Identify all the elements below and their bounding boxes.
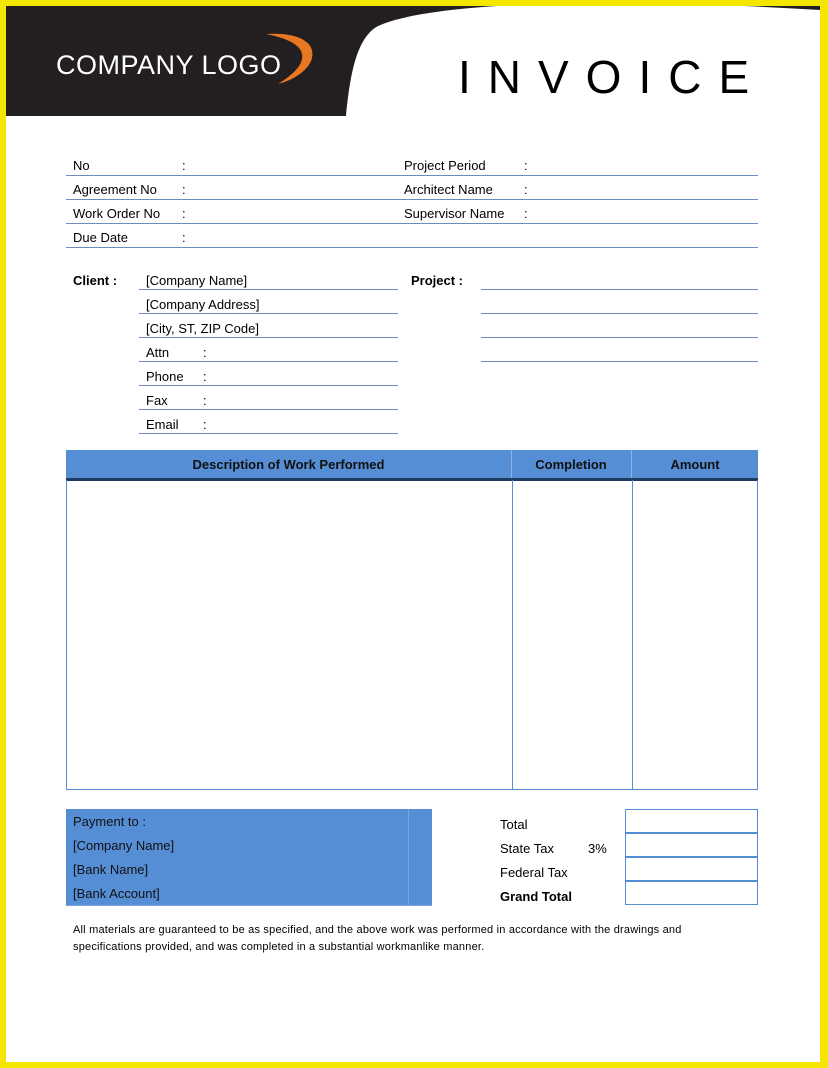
info-label: Architect Name — [404, 182, 493, 197]
info-row-work-order — [66, 201, 397, 224]
colon: : — [182, 206, 186, 221]
client-email-label: Email — [146, 417, 179, 432]
colon: : — [203, 393, 207, 408]
company-logo: COMPANY LOGO — [56, 50, 282, 80]
invoice-page — [6, 6, 820, 1062]
state-tax-field[interactable] — [625, 833, 758, 857]
project-line — [481, 315, 758, 338]
payment-title: Payment to : — [73, 814, 146, 829]
colon: : — [182, 230, 186, 245]
work-table-header — [66, 450, 758, 481]
colon: : — [524, 158, 528, 173]
client-company-address — [139, 291, 398, 314]
payment-company-name: [Company Name] — [73, 838, 175, 853]
client-company-name — [139, 267, 398, 290]
colon: : — [203, 369, 207, 384]
federal-tax-label: Federal Tax — [500, 865, 568, 880]
info-label: Project Period — [404, 158, 486, 173]
info-label: No — [73, 158, 90, 173]
total-field[interactable] — [625, 809, 758, 833]
payment-row-bank — [66, 857, 432, 882]
colon: : — [203, 417, 207, 432]
payment-bank-account: [Bank Account] — [73, 886, 160, 901]
payment-row-company — [66, 833, 432, 858]
project-line — [481, 291, 758, 314]
logo-swoosh-icon — [264, 30, 320, 90]
info-label: Supervisor Name — [404, 206, 505, 221]
info-label: Agreement No — [73, 182, 157, 197]
client-attn-label: Attn — [146, 345, 170, 360]
payment-row-account — [66, 881, 432, 906]
footer-note — [73, 922, 743, 956]
info-row-architect — [397, 177, 758, 200]
project-line — [481, 267, 758, 290]
info-row-due-date — [66, 225, 758, 248]
client-fax — [139, 387, 398, 410]
work-table-body[interactable] — [66, 480, 758, 790]
payment-row-title — [66, 809, 432, 834]
total-label: Total — [500, 817, 528, 832]
client-city — [139, 315, 398, 338]
federal-tax-field[interactable] — [625, 857, 758, 881]
colon: : — [524, 206, 528, 221]
header-amount: Amount — [670, 457, 720, 472]
client-label: Client : — [73, 273, 118, 288]
footer-note-line: All materials are guaranteed to be as specified, and the above work was performed in accordance with the drawings and — [73, 924, 682, 936]
client-email — [139, 411, 398, 434]
footer-note-line: specifications provided, and was completed in a substantial workmanlike manner. — [73, 941, 485, 953]
project-line — [481, 339, 758, 362]
info-label: Due Date — [73, 230, 128, 245]
info-label: Work Order No — [73, 206, 161, 221]
client-attn — [139, 339, 398, 362]
colon: : — [524, 182, 528, 197]
info-row-project-period — [397, 153, 758, 176]
grand-total-field[interactable] — [625, 881, 758, 905]
client-fax-label: Fax — [146, 393, 168, 408]
info-row-supervisor — [397, 201, 758, 224]
payment-bank-name: [Bank Name] — [73, 862, 149, 877]
colon: : — [203, 345, 207, 360]
header-description: Description of Work Performed — [192, 457, 385, 472]
info-row-no — [66, 153, 397, 176]
client-phone-label: Phone — [146, 369, 184, 384]
column-divider — [512, 480, 513, 789]
header-completion: Completion — [535, 457, 607, 472]
grand-total-label: Grand Total — [500, 889, 572, 904]
info-row-agreement — [66, 177, 397, 200]
state-tax-rate: 3% — [588, 841, 607, 856]
client-city-text: [City, ST, ZIP Code] — [146, 321, 259, 336]
colon: : — [182, 182, 186, 197]
client-company-name-text: [Company Name] — [146, 273, 248, 288]
colon: : — [182, 158, 186, 173]
client-phone — [139, 363, 398, 386]
invoice-title: INVOICE — [458, 51, 767, 103]
project-label: Project : — [411, 273, 464, 288]
client-company-address-text: [Company Address] — [146, 297, 260, 312]
column-divider — [632, 480, 633, 789]
state-tax-label: State Tax — [500, 841, 554, 856]
